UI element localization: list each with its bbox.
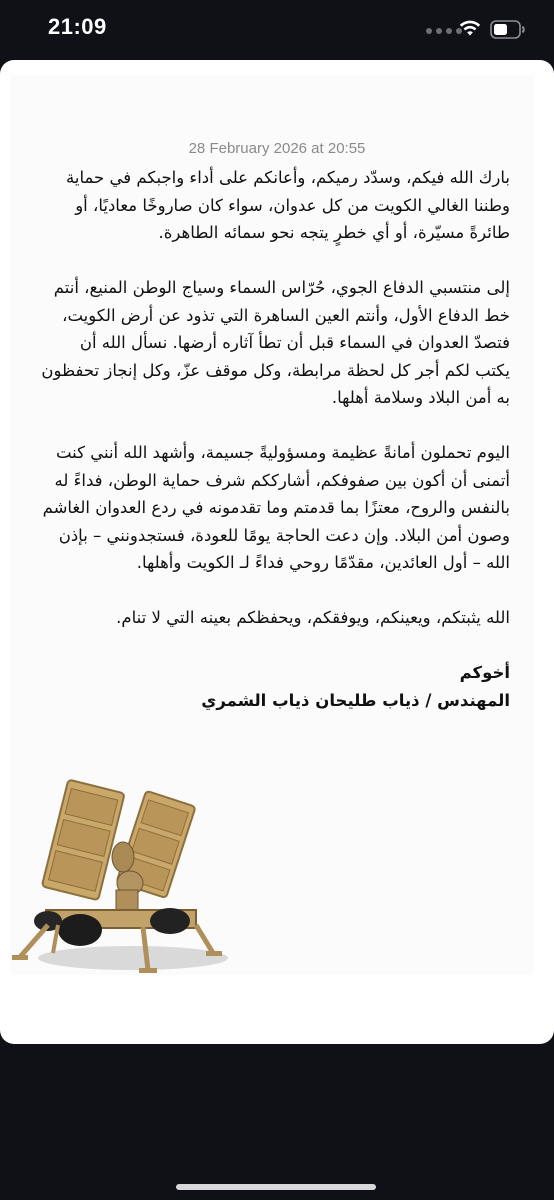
battery-icon [490, 20, 526, 39]
paragraph-3: اليوم تحملون أمانةً عظيمة ومسؤوليةً جسيمة، وأشهد الله أنني كنت أتمنى أن أكون بين صفوفكم، أشارككم شرف حماية الوطن، فداءً له بالنفس والروح، معتزًا بما قدمتم وما تقدمونه في ردع العدوان الغاشم وصون أمن البلاد. وإن دعت الحاجة يومًا للعودة، فستجدونني – بإذن الله – أول العائدين، مقدّمًا روحي فداءً لـ الكويت وأهلها. [42, 443, 510, 572]
home-indicator[interactable] [176, 1184, 376, 1190]
message-timestamp: 28 February 2026 at 20:55 [188, 140, 366, 157]
paragraph-2: إلى منتسبي الدفاع الجوي، حُرّاس السماء وسياج الوطن المنيع، أنتم خط الدفاع الأول، وأنتم العين الساهرة التي تذود عن أرض الكويت، فتصدّ العدوان في السماء قبل أن تطأ آثاره أرضها. نسأل الله أن يكتب لكم أجر كل لحظة مرابطة، وكل موقف عزّ، وكل إنجاز تحفظون به أمن البلاد وسلامة أهلها. [41, 278, 510, 407]
status-time: 21:09 [48, 14, 107, 39]
signature-greeting: أخوكم [459, 663, 510, 682]
paragraph-1: بارك الله فيكم، وسدّد رميكم، وأعانكم على أداء واجبكم في حماية وطننا الغالي الكويت من كل عدوان، سواء كان صاروخًا معاديًا، أو طائرةً مسيّرة، أو أي خطرٍ يتجه نحو سمائه الطاهرة. [66, 168, 510, 242]
message-body [40, 164, 510, 714]
signal-dots-icon [426, 28, 462, 34]
missile-launcher-image [8, 775, 228, 985]
paragraph-4: الله يثبتكم، ويعينكم، ويوفقكم، ويحفظكم بعينه التي لا تنام. [116, 608, 510, 627]
signature-name: المهندس / ذياب طليحان ذياب الشمري [201, 690, 510, 710]
wifi-icon [458, 18, 482, 38]
status-bar [0, 0, 554, 60]
